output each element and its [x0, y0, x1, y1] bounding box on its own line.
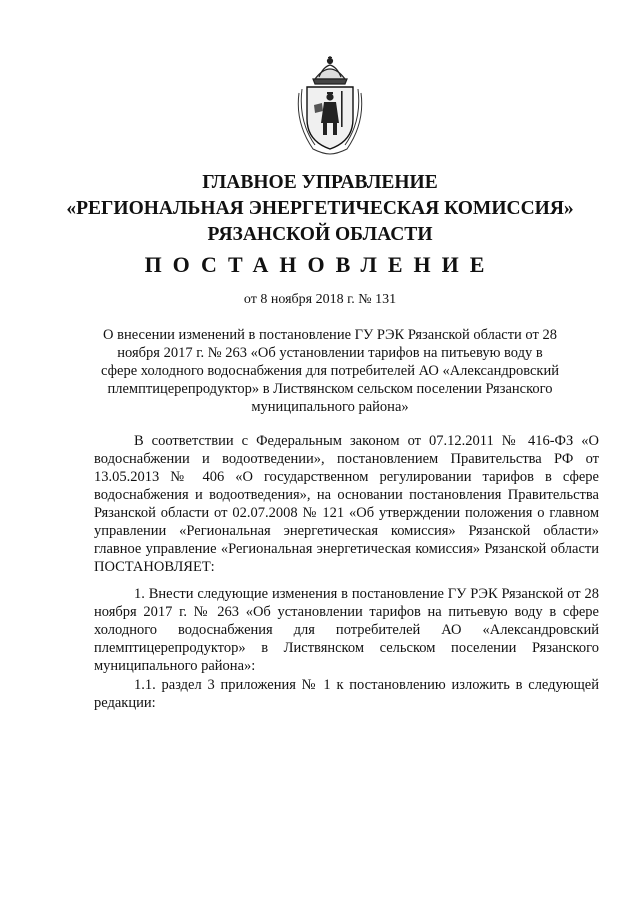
- ryazan-coat-of-arms-icon: [293, 53, 367, 157]
- org-line-2: «РЕГИОНАЛЬНАЯ ЭНЕРГЕТИЧЕСКАЯ КОМИССИЯ»: [66, 198, 574, 219]
- document-subject: О внесении изменений в постановление ГУ РЭК Рязанской области от 28 ноября 2017 г. № 263 «Об установлении тарифов на питьевую воду в сфере холодного водоснабжения для потребителей АО «Александровский племптицерепродуктор» в Листвянском сельском поселении Рязанского муниципального района»: [101, 327, 559, 415]
- document-date-number: от 8 ноября 2018 г. № 131: [243, 292, 397, 307]
- preamble-paragraph: В соответствии с Федеральным законом от 07.12.2011 № 416-ФЗ «О водоснабжении и водоотведении», постановлением Правительства РФ от 13.05.2013 № 406 «О государственном регулировании тарифов в сфере водоснабжения и водоотведения», на основании постановления Правительства Рязанской области от 02.07.2008 № 121 «Об утверждении положения о главном управлении «Региональная энергетическая комиссия» Рязанской области» главное управление «Региональная энергетическая комиссия» Рязанской области ПОСТАНОВЛЯЕТ:: [94, 433, 599, 575]
- org-line-1: ГЛАВНОЕ УПРАВЛЕНИЕ: [202, 172, 438, 193]
- item-1-paragraph: 1. Внести следующие изменения в постановление ГУ РЭК Рязанской от 28 ноября 2017 г. № 263 «Об установлении тарифов на питьевую воду в сфере холодного водоснабжения для потребителей АО «Александровский племптицерепродуктор» в Листвянском сельском поселении Рязанского муниципального района»:: [94, 586, 599, 674]
- organization-header: [0, 170, 640, 248]
- item-1-1-paragraph: 1.1. раздел 3 приложения № 1 к постановлению изложить в следующей редакции:: [94, 677, 599, 711]
- document-type-heading: ПОСТАНОВЛЕНИЕ: [144, 252, 496, 277]
- org-line-3: РЯЗАНСКОЙ ОБЛАСТИ: [207, 224, 433, 245]
